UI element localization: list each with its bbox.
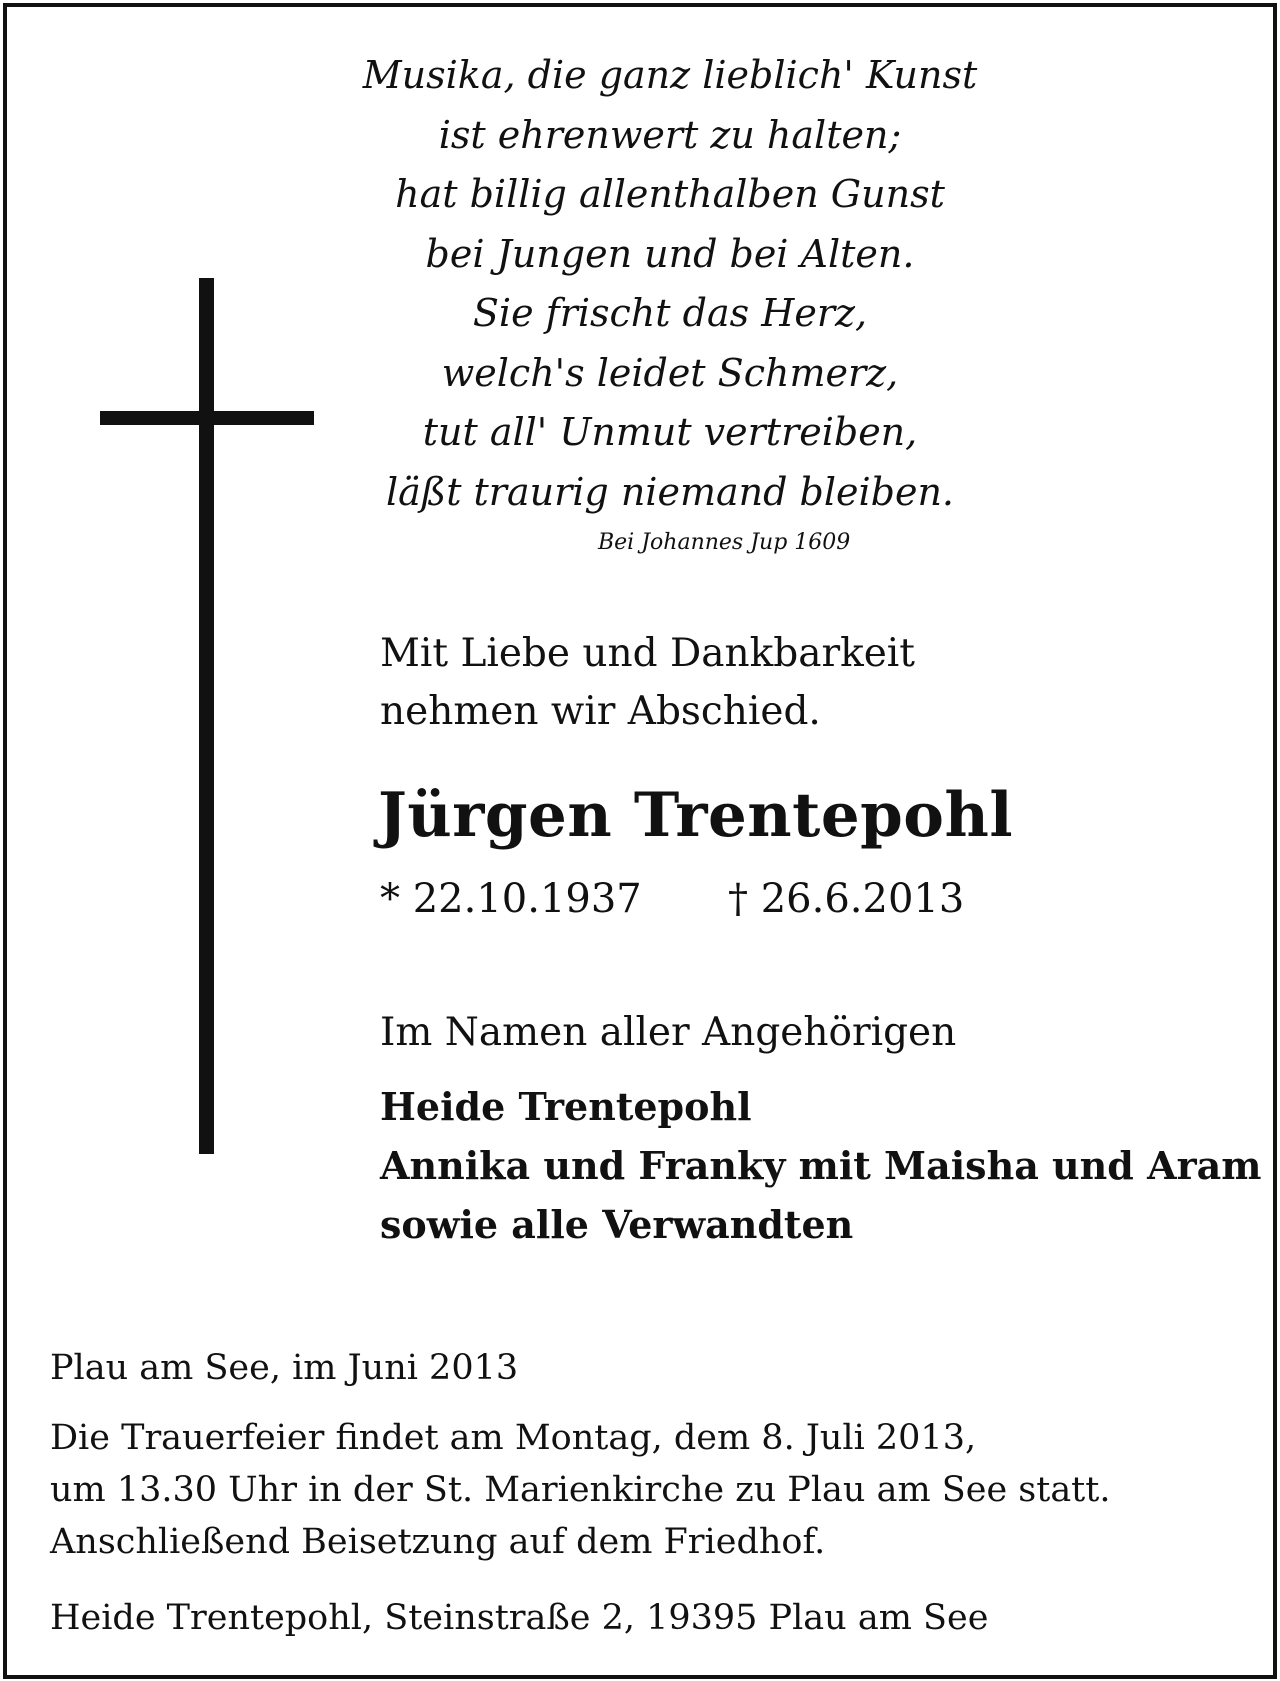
poem-line: Sie frischt das Herz, — [472, 291, 868, 335]
family-name-line: Heide Trentepohl — [380, 1084, 752, 1129]
poem-attribution: Bei Johannes Jup 1609 — [598, 530, 851, 555]
family-name-line: sowie alle Verwandten — [380, 1202, 854, 1247]
funeral-service-info — [50, 1412, 1110, 1568]
farewell-text — [380, 625, 915, 741]
poem-line: hat billig allenthalben Gunst — [395, 172, 945, 216]
poem-line: läßt traurig niemand bleiben. — [386, 469, 954, 514]
service-line: Die Trauerfeier findet am Montag, dem 8. Juli 2013, — [50, 1418, 977, 1458]
farewell-line: Mit Liebe und Dankbarkeit — [380, 631, 915, 676]
poem-line: tut all' Unmut vertreiben, — [422, 410, 918, 454]
deceased-name: Jürgen Trentepohl — [378, 780, 1014, 851]
service-line: um 13.30 Uhr in der St. Marienkirche zu Plau am See statt. — [50, 1470, 1111, 1510]
place-date: Plau am See, im Juni 2013 — [50, 1348, 519, 1388]
poem-line: welch's leidet Schmerz, — [441, 350, 899, 395]
contact-address: Heide Trentepohl, Steinstraße 2, 19395 Plau am See — [50, 1598, 989, 1638]
cross-icon-horizontal-beam — [100, 411, 314, 425]
poem-line: Musika, die ganz lieblich' Kunst — [362, 53, 978, 97]
family-intro: Im Namen aller Angehörigen — [380, 1010, 957, 1055]
poem — [300, 46, 1040, 522]
farewell-line: nehmen wir Abschied. — [380, 689, 821, 734]
poem-line: ist ehrenwert zu halten; — [438, 112, 902, 157]
service-line: Anschließend Beisetzung auf dem Friedhof. — [50, 1522, 826, 1562]
cross-icon-vertical-beam — [199, 278, 214, 1154]
birth-date: * 22.10.1937 — [380, 876, 642, 922]
death-date: † 26.6.2013 — [728, 876, 965, 922]
family-names — [380, 1077, 1261, 1254]
poem-line: bei Jungen und bei Alten. — [425, 231, 915, 276]
family-name-line: Annika und Franky mit Maisha und Aram — [380, 1143, 1262, 1188]
